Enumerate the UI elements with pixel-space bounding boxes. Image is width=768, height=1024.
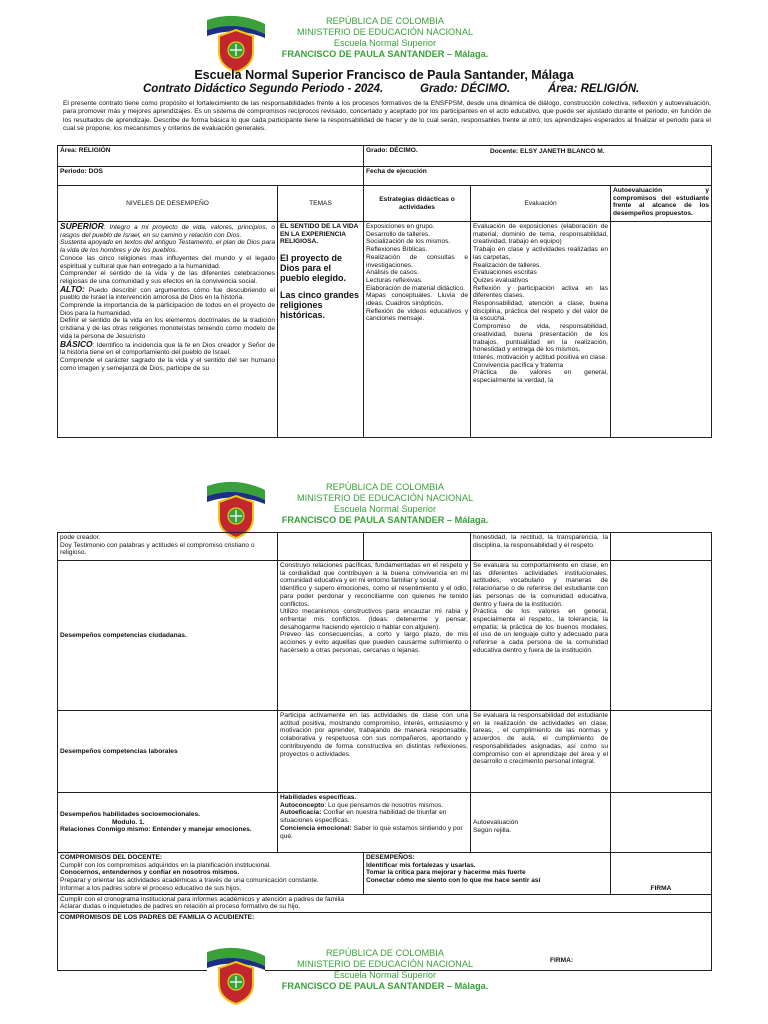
- docente-item: Cumplir con el cronograma institucional para informes académicos y atención a padres de familia: [60, 895, 345, 903]
- level-alto-text: Puedo describir con argumentos cómo fue descubriendo el pueblo de Israel la intervención amorosa de Dios en la historia.: [60, 286, 275, 302]
- info-area: Área: RELIGIÓN: [58, 146, 364, 167]
- evaluation-item: Reflexión y participación activa en las diferentes clases.: [473, 284, 608, 300]
- strategy-item: Análisis de casos.: [366, 269, 419, 277]
- ciudadanas-label: Desempeños competencias ciudadanas.: [58, 561, 278, 711]
- padres-firma: FIRMA:: [550, 956, 574, 964]
- socio-skill-3: Saber lo que estamos sintiendo y por qué.: [280, 824, 463, 840]
- socio-label-1: Desempeños habilidades socioemocionales.: [60, 810, 200, 818]
- socio-eval: [471, 793, 611, 853]
- theme-1: EL SENTIDO DE LA VIDA EN LA EXPERIENCIA RELIGIOSA.: [280, 223, 359, 246]
- school-logo: [207, 14, 265, 76]
- intro-paragraph: El presente contrato tiene como propósito el fortalecimiento de las responsabilidades frente a los procesos formativos de la ENSFPSM, desde una dinámica de diálogo, construcción colectiva, reflexión y autoevaluación, para promover más y mejores aprendizajes. Es un sistema de compromisos recíprocos revisado, concertado y aceptado por los participantes en el acto educativo, que puede ser ajustado durante el periodo, en función de los resultados de aprendizaje. Describe de forma básica lo que cada participante tiene la responsabilidad de hacer y de lo cual serán, responsables frente al otro; los aprendizajes esperados al finalizar el periodo para el cual se propone, los mecanismos y criterios de evaluación generales.: [63, 100, 711, 133]
- laborales-text: Participa activamente en las actividades de clase con una actitud positiva, mostrando compromiso, interés, entusiasmo y motivación por aprender, trabajando de manera responsable, colaborativa y respetuosa con sus compañeros, aportando y contribuyendo de forma constructiva en distintas reflexiones, proyectos o actividades.: [278, 711, 471, 793]
- contract-area: Área: RELIGIÓN.: [548, 83, 640, 95]
- level-basico-1: Comprende el carácter sagrado de la vida y el sentido del ser humano como imagen y semejanza de Dios, participe de su: [60, 356, 275, 372]
- laborales-eval: Se evaluara la responsabilidad del estudiante en la realización de actividades en clase, tareas, , el cumplimiento de las normas y acuerdos de aula, el cumplimiento de responsabilidades asignadas, así como su compromiso con el aprendizaje del área y el desarrollo o crecimiento personal integral.: [471, 711, 611, 793]
- level-alto-label: ALTO:: [60, 283, 85, 294]
- ciudadanas-eval: Se evaluara su comportamiento en clase, en las diferentes actividades institucionales, actitudes, vocabulario y maneras de relacionarse o de referirse del estudiante con las personas de la comunidad educativa, dentro y fuera de la institución. Práctica de los valores en general, especialmente el respeto., la tolerancia, la empatía; la práctica de los buenos modales, el uso de un lenguaje culto y adecuado para referirse a cada persona de la comunidad educativa dentro y fuera de la institución.: [471, 561, 611, 711]
- header-line-3: Escuela Normal Superior: [333, 970, 437, 980]
- header-text: [265, 16, 505, 60]
- evaluation-item: Práctica de valores en general, especialmente la verdad, la: [473, 369, 608, 385]
- header-line-4: FRANCISCO DE PAULA SANTANDER – Málaga.: [281, 981, 489, 991]
- contract-table-1: [57, 145, 712, 438]
- strategy-item: Desarrollo de talleres.: [366, 230, 431, 238]
- docente-item: Aclarar dudas o inquietudes de padres en relación al proceso formativo de su hijo.: [60, 903, 301, 911]
- evaluation-item: Quizes evaluativos: [473, 276, 529, 284]
- docente-item: Informar a los padres sobre el proceso educativo de sus hijos.: [60, 884, 242, 892]
- strategies-cell: [364, 222, 471, 438]
- docente-item: Cumplir con los compromisos adquiridos en la planificación institucional.: [60, 861, 272, 869]
- socio-skill-1: : Lo que pensamos de nosotros mismos.: [324, 801, 444, 809]
- evaluation-item: Compromiso de vida, responsabilidad, creatividad, buena presentación de los trabajos, puntualidad en la realización, honestidad y entrega de los mismos.: [473, 323, 608, 354]
- strategy-item: Reflexión de videos educativos y canciones mensaje.: [366, 307, 468, 323]
- socio-auto-1: Autoevaluación: [473, 819, 519, 827]
- docente-overlay: Conocernos, entendernos y confiar en nosotros mismos.: [60, 869, 240, 877]
- self-eval-cell[interactable]: [611, 222, 712, 438]
- level-basico-label: BÁSICO: [60, 338, 93, 349]
- socio-performance: [364, 853, 611, 895]
- socio-label-3: Relaciones Conmigo mismo: Entender y manejar emociones.: [60, 826, 252, 834]
- page-header-3: [0, 946, 768, 1012]
- evaluation-item: Realización de talleres.: [473, 261, 542, 269]
- ciudadanas-self[interactable]: [611, 561, 712, 711]
- strategy-item: Socialización de los mismos.: [366, 238, 451, 246]
- header-line-3: Escuela Normal Superior: [333, 504, 437, 514]
- laborales-self[interactable]: [611, 711, 712, 793]
- header-text: [265, 948, 505, 992]
- socio-perf-title: DESEMPEÑOS:: [366, 854, 415, 861]
- docente-firma: FIRMA: [650, 884, 672, 892]
- socio-skill-2: Confiar en nuestra habilidad de triunfar en situaciones específicas.: [280, 809, 447, 825]
- docente-item: Preparar y orientar las actividades académicas a través de una comunicación constante.: [60, 877, 319, 885]
- laborales-label: Desempeños competencias laborales: [58, 711, 278, 793]
- docente-firma-cell[interactable]: [611, 853, 712, 895]
- info-grade: Grado: DÉCIMO.: [366, 147, 418, 154]
- levels-cell: [58, 222, 278, 438]
- evaluation-item: Interés, motivación y actitud positiva en clase.: [473, 353, 608, 361]
- evaluation-item: Trabajo en clase y actividades realizadas en las carpetas,: [473, 246, 608, 261]
- socio-label: [58, 793, 278, 853]
- contract-line: [0, 83, 768, 97]
- socio-perf-2: Tomar la crítica para mejorar y hacerme más fuerte: [366, 869, 526, 877]
- header-line-2: MINISTERIO DE EDUCACIÓN NACIONAL: [296, 27, 474, 37]
- level-basico-3: Doy Testimonio con palabras y actitudes el compromiso cristiano o religioso.: [60, 541, 255, 557]
- evaluation-item: Convivencia pacífica y fraterna: [473, 361, 564, 369]
- docente-extra: [58, 894, 712, 912]
- docente-cell: [58, 853, 364, 895]
- info-period: Periodo: DOS: [58, 167, 364, 186]
- level-superior-3: Comprender el sentido de la vida y de las diferentes celebraciones religiosas de una comunidad y sus efectos en la convivencia social.: [60, 270, 275, 285]
- level-basico-2: pode creador.: [60, 534, 101, 541]
- socio-label-2: Modulo. 1.: [112, 818, 145, 826]
- socio-skill-2-label: Autoeficacia:: [280, 809, 322, 817]
- col-header-strategies: Estrategias didácticas o actividades: [364, 186, 471, 222]
- docente-title: COMPROMISOS DEL DOCENTE:: [60, 854, 163, 861]
- strategy-item: Elaboración de material didáctico.: [366, 284, 465, 292]
- header-line-1: REPÚBLICA DE COLOMBIA: [326, 16, 444, 26]
- socio-skills-title: Habilidades específicas.: [280, 794, 357, 801]
- header-line-4: FRANCISCO DE PAULA SANTANDER – Málaga.: [281, 49, 489, 59]
- evaluation-cell: [471, 222, 611, 438]
- themes-cont-cell: [278, 533, 364, 561]
- themes-cell: [278, 222, 364, 438]
- socio-skill-3-label: Conciencia emocional:: [280, 824, 352, 832]
- info-grade-teacher: [364, 146, 712, 167]
- strategy-item: Exposiciones en grupo.: [366, 223, 435, 230]
- level-alto-2: Definir el sentido de la vida en los elementos doctrinales de la tradición cristiana y de las otras religiones monoteístas teniendo como modelo de vida la persona de Jesucristo: [60, 317, 275, 340]
- evaluation-item: Responsabilidad, atención a clase, buena disciplina, práctica del respeto y del valor de la escucha.: [473, 300, 608, 323]
- col-header-levels: NIVELES DE DESEMPEÑO: [58, 186, 278, 222]
- header-line-4: FRANCISCO DE PAULA SANTANDER – Málaga.: [281, 515, 489, 525]
- col-header-self: Autoevaluación y compromisos del estudiante frente al alcance de los desempeños propuestos.: [611, 186, 712, 222]
- theme-3: Las cinco grandes religiones históricas.: [280, 290, 360, 321]
- strategy-item: Realización de consultas e investigaciones.: [366, 253, 468, 269]
- header-line-2: MINISTERIO DE EDUCACIÓN NACIONAL: [296, 959, 474, 969]
- socio-self[interactable]: [611, 793, 712, 853]
- socio-skills: [278, 793, 471, 853]
- socio-perf-3: Conectar cómo me siento con lo que me hace sentir así: [366, 877, 541, 885]
- level-superior-text: : Integro a mi proyecto de vida, valores, principios, o rasgos del pueblo de Israel, en su camino y relación con Dios.: [60, 224, 275, 239]
- strategy-item: Mapas conceptuales. Lluvia de ideas. Cuadros sinópticos.: [366, 292, 468, 308]
- col-header-themes: TEMAS: [278, 186, 364, 222]
- evaluation-item: Evaluaciones escritas: [473, 269, 537, 277]
- contract-table-2: [57, 532, 712, 971]
- evaluation-cont-cell: honestidad, la rectitud, la transparencia, la disciplina, la responsabilidad y el respeto.: [471, 533, 611, 561]
- header-text: [265, 482, 505, 526]
- strategy-item: Reflexiones Bíblicas.: [366, 246, 428, 254]
- self-eval-cont-cell[interactable]: [611, 533, 712, 561]
- header-line-2: MINISTERIO DE EDUCACIÓN NACIONAL: [296, 493, 474, 503]
- strategy-item: Lecturas reflexivas.: [366, 276, 423, 284]
- level-superior-2: Conoce las cinco religiones mas influyentes del mundo y el legado espiritual y cultural que han entregado a la humanidad.: [60, 254, 275, 270]
- col-header-evaluation: Evaluación: [471, 186, 611, 222]
- strategies-cont-cell: [364, 533, 471, 561]
- school-logo: [207, 946, 265, 1008]
- document-title: Escuela Normal Superior Francisco de Paula Santander, Málaga: [194, 68, 574, 82]
- info-date: Fecha de ejecución: [364, 167, 712, 186]
- level-superior-label: SUPERIOR: [60, 223, 104, 231]
- header-line-1: REPÚBLICA DE COLOMBIA: [326, 948, 444, 958]
- levels-cont-cell: [58, 533, 278, 561]
- level-basico-text: : Identifico la incidencia que la fe en Dios creador y Señor de la historia tiene en el comportamiento del pueblo de Israel.: [60, 341, 275, 357]
- padres-title: COMPROMISOS DE LOS PADRES DE FAMILIA O ACUDIENTE:: [60, 913, 255, 921]
- info-teacher: Docente: ELSY JANETH BLANCO M.: [490, 148, 605, 155]
- theme-2: El proyecto de Dios para el pueblo elegido.: [280, 253, 347, 284]
- level-superior-1: Sustenta apoyado en textos del antiguo Testamento, el plan de Dios para la vida de los hombres y de los pueblos.: [60, 239, 275, 255]
- evaluation-item: Evaluación de exposiciones (elaboración de material, dominio de tema, responsabilidad, creatividad, trabajo en equipo): [473, 223, 608, 246]
- contract-grade: Grado: DÉCIMO.: [420, 83, 511, 95]
- socio-auto-2: Según rejilla.: [473, 827, 512, 834]
- ciudadanas-text: Construyo relaciones pacíficas, fundamentadas en el respeto y la cordialidad que contribuyen a la buena convivencia en mi comunidad educativa y en mi entorno familiar y social. Identifico y supero emociones, como el resentimiento y el odio, para poder perdonar y reconciliarme con quienes he tenido conflictos. Utilizo mecanismos constructivos para encauzar mi rabia y enfrentar mis conflictos. (Ideas: detenerme y pensar; desahogarme haciendo ejercicio o hablar con alguien). Preveo las consecuencias, a corto y largo plazo, de mis acciones y evito aquellas que pueden causarme sufrimiento o hacérselo a otras personas, cercanas o lejanas.: [278, 561, 471, 711]
- header-line-1: REPÚBLICA DE COLOMBIA: [326, 482, 444, 492]
- header-line-3: Escuela Normal Superior: [333, 38, 437, 48]
- socio-perf-1: Identificar mis fortalezas y usarlas.: [366, 861, 476, 869]
- level-alto-1: Comprende la importancia de la participación de todos en el proyecto de Dios para la humanidad.: [60, 302, 275, 317]
- contract-name: Contrato Didáctico Segundo Periodo - 2024.: [143, 83, 384, 95]
- socio-skill-1-label: Autoconcepto: [280, 801, 325, 809]
